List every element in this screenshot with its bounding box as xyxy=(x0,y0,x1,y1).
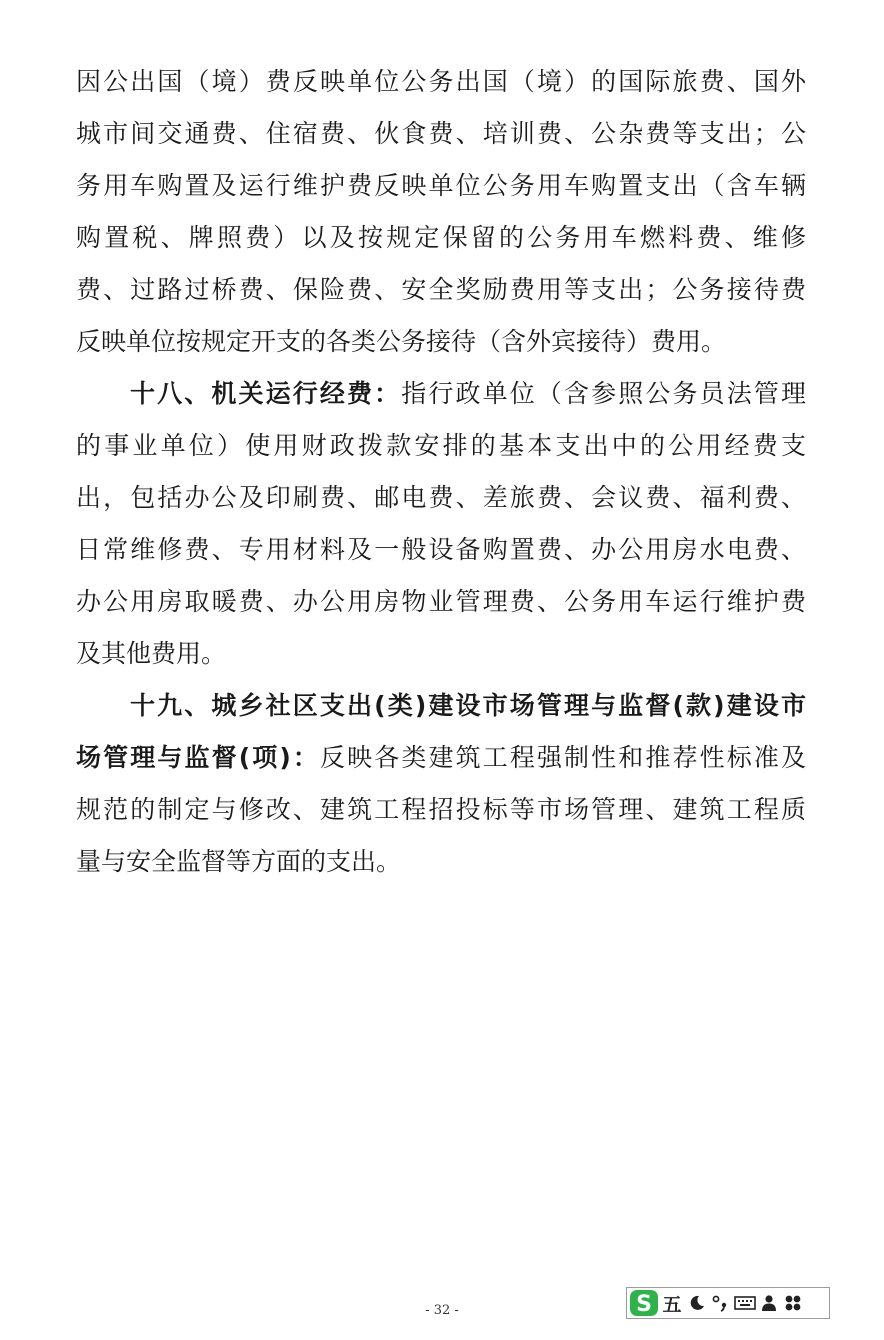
moon-icon[interactable] xyxy=(685,1289,709,1317)
paragraph-line: 务用车购置及运行维护费反映单位公务用车购置支出（含车辆 xyxy=(76,171,806,200)
punctuation-icon[interactable] xyxy=(709,1289,733,1317)
section-18-heading: 十八、机关运行经费： xyxy=(130,379,402,408)
paragraph-line: 量与安全监督等方面的支出。 xyxy=(76,847,402,876)
ime-toolbar[interactable] xyxy=(626,1287,830,1319)
paragraph-line: 城市间交通费、住宿费、伙食费、培训费、公杂费等支出；公 xyxy=(76,119,806,148)
paragraph-line: 及其他费用。 xyxy=(76,639,227,668)
section-19-heading-tail: 场管理与监督(项)： xyxy=(76,743,321,772)
page-number: - 32 - xyxy=(425,1303,459,1318)
paragraph-line: 购置税、牌照费）以及按规定保留的公务用车燃料费、维修 xyxy=(76,223,806,252)
keyboard-icon[interactable] xyxy=(733,1289,757,1317)
paragraph-line: 因公出国（境）费反映单位公务出国（境）的国际旅费、国外 xyxy=(76,67,806,96)
paragraph-line: 出，包括办公及印刷费、邮电费、差旅费、会议费、福利费、 xyxy=(76,483,806,512)
paragraph-line: 日常维修费、专用材料及一般设备购置费、办公用房水电费、 xyxy=(76,535,806,564)
sogou-logo-letter: S xyxy=(636,1292,652,1317)
section-18-text: 指行政单位（含参照公务员法管理 xyxy=(401,379,806,408)
paragraph-line: 反映单位按规定开支的各类公务接待（含外宾接待）费用。 xyxy=(76,327,727,356)
user-icon[interactable] xyxy=(757,1289,781,1317)
paragraph-line: 费、过路过桥费、保险费、安全奖励费用等支出；公务接待费 xyxy=(76,275,806,304)
input-mode-button[interactable]: 五 xyxy=(662,1293,682,1316)
sogou-logo-icon[interactable] xyxy=(629,1289,659,1317)
paragraph-line: 规范的制定与修改、建筑工程招投标等市场管理、建筑工程质 xyxy=(76,795,806,824)
section-19-heading: 十九、城乡社区支出(类)建设市场管理与监督(款)建设市 xyxy=(130,691,806,720)
document-body xyxy=(76,56,806,888)
paragraph-line: 的事业单位）使用财政拨款安排的基本支出中的公用经费支 xyxy=(76,431,806,460)
paragraph-line: 办公用房取暖费、办公用房物业管理费、公务用车运行维护费 xyxy=(76,587,806,616)
skin-grid-icon[interactable] xyxy=(781,1289,805,1317)
section-19-text: 反映各类建筑工程强制性和推荐性标准及 xyxy=(320,743,806,772)
section-18-first-line xyxy=(76,368,806,420)
section-19-second-line xyxy=(76,732,806,784)
